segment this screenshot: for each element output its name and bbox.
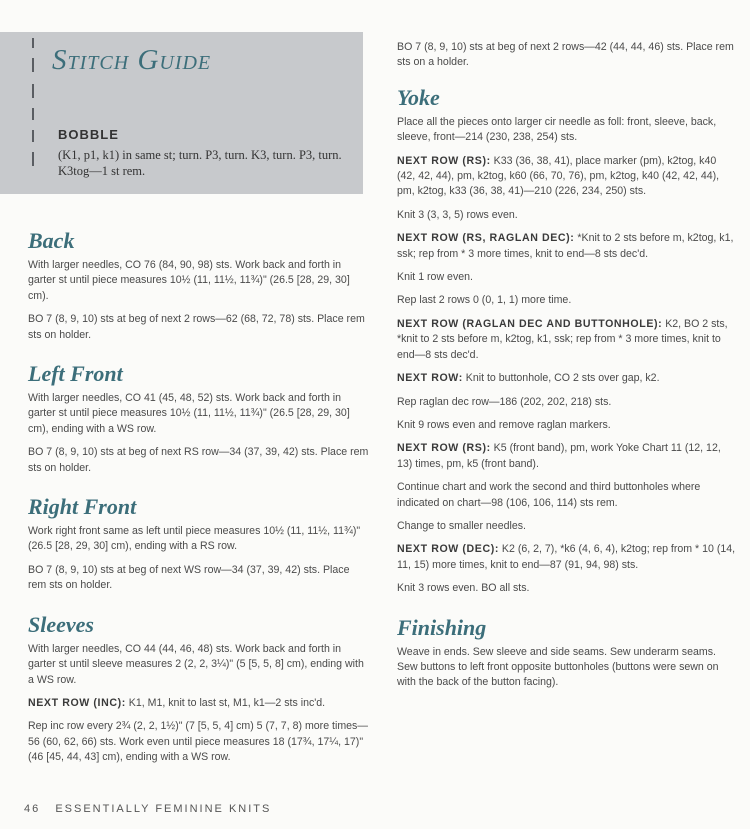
book-title: ESSENTIALLY FEMININE KNITS	[55, 803, 272, 815]
yoke-p8-label: NEXT ROW:	[397, 372, 463, 385]
sleeves-next-row-label: NEXT ROW (INC):	[28, 696, 126, 709]
back-paragraph-2: BO 7 (8, 9, 10) sts at beg of next 2 rows—62 (68, 72, 78) sts. Place rem sts on holder.	[28, 313, 365, 341]
sleeves-paragraph-3: Rep inc row every 2¾ (2, 2, 1½)" (7 [5, 5, 4] cm) 5 (7, 7, 8) more times—56 (60, 62, 66) sts. Work even until piece measures 18 (17¾, 17¼, 17)" (46 [45, 44, 43] cm), ending with a WS row.	[28, 720, 368, 764]
left-front-paragraph-1: With larger needles, CO 41 (45, 48, 52) sts. Work back and forth in garter st until piece measures 10½ (11, 11½, 11¾)" (26.5 [28, 29, 30] cm), ending with a WS row.	[28, 392, 350, 435]
yoke-paragraph-9: Rep raglan dec row—186 (202, 202, 218) sts.	[397, 395, 612, 408]
bobble-heading: BOBBLE	[58, 127, 119, 142]
guide-bar-5	[32, 130, 34, 142]
yoke-p14-label: NEXT ROW (DEC):	[397, 543, 499, 556]
yoke-paragraph-10: Knit 9 rows even and remove raglan markers.	[397, 418, 611, 431]
back-paragraph-1: With larger needles, CO 76 (84, 90, 98) sts. Work back and forth in garter st until piece measures 10½ (11, 11½, 11¾)" (26.5 [28, 29, 30] cm).	[28, 259, 350, 302]
right-front-heading: Right Front	[28, 494, 137, 520]
yoke-p7-text: K2, BO 2 sts, *knit to 2 sts before m, k2tog, k1, ssk; rep from * 3 more times, knit to end—8 sts dec'd.	[397, 317, 728, 361]
left-front-heading: Left Front	[28, 361, 123, 387]
yoke-paragraph-11	[397, 441, 737, 472]
left-front-paragraph-2: BO 7 (8, 9, 10) sts at beg of next RS row—34 (37, 39, 42) sts. Place rem sts on holder.	[28, 446, 369, 474]
guide-bar-6	[32, 152, 34, 166]
right-front-paragraph-1: Work right front same as left until piece measures 10½ (11, 11½, 11¾)" (26.5 [28, 29, 30] cm), ending with a RS row.	[28, 525, 361, 553]
guide-bar-1	[32, 38, 34, 48]
sleeves-paragraph-2	[28, 696, 370, 711]
yoke-paragraph-15: Knit 3 rows even. BO all sts.	[397, 582, 530, 595]
yoke-p4-text: *Knit to 2 sts before m, k2tog, k1, ssk; rep from * 3 more times, knit to end—8 sts dec'd.	[397, 232, 734, 260]
yoke-heading: Yoke	[397, 84, 440, 110]
yoke-p8-text: Knit to buttonhole, CO 2 sts over gap, k2.	[462, 372, 660, 385]
yoke-paragraph-7	[397, 317, 737, 363]
yoke-p14-text: K2 (6, 2, 7), *k6 (4, 6, 4), k2tog; rep from * 10 (14, 11, 15) more times, knit to end—87 (91, 94, 98) sts.	[397, 543, 736, 571]
sleeves-next-row-text: K1, M1, knit to last st, M1, k1—2 sts inc'd.	[125, 696, 326, 709]
back-heading: Back	[28, 228, 75, 253]
finishing-paragraph-1: Weave in ends. Sew sleeve and side seams. Sew underarm seams. Sew buttons to left front opposite buttonholes (buttons were sewn on with the back of the button facing).	[397, 645, 719, 689]
yoke-paragraph-2	[397, 154, 737, 200]
right-column	[397, 40, 737, 699]
yoke-p7-label: NEXT ROW (RAGLAN DEC AND BUTTONHOLE):	[397, 317, 663, 330]
page-number: 46	[24, 803, 41, 815]
finishing-heading: Finishing	[397, 614, 487, 640]
sleeves-paragraph-1: With larger needles, CO 44 (44, 46, 48) sts. Work back and forth in garter st until sleeve measures 2 (2, 2, 3¼)" (5 [5, 5, 8] cm), ending with a WS row.	[28, 642, 364, 686]
yoke-p2-text: K33 (36, 38, 41), place marker (pm), k2tog, k40 (42, 42, 44), pm, k2tog, k60 (66, 70, 76), pm, k2tog, k40 (42, 42, 44), pm, k2tog, k33 (36, 38, 41)—210 (226, 234, 250) sts.	[397, 154, 720, 198]
bobble-text: (K1, p1, k1) in same st; turn. P3, turn. K3, turn. P3, turn. K3tog—1 st rem.	[58, 148, 342, 178]
guide-bar-4	[32, 108, 34, 120]
stitch-guide-title: Stitch Guide	[52, 44, 212, 76]
yoke-p11-label: NEXT ROW (RS):	[397, 442, 491, 455]
guide-bar-2	[32, 58, 34, 72]
yoke-paragraph-4	[397, 231, 737, 262]
yoke-paragraph-8	[397, 371, 737, 386]
yoke-p4-label: NEXT ROW (RS, RAGLAN DEC):	[397, 232, 575, 245]
yoke-p11-text: K5 (front band), pm, work Yoke Chart 11 (12, 12, 13) times, pm, k5 (front band).	[397, 442, 721, 470]
page-footer	[24, 803, 271, 815]
yoke-paragraph-3: Knit 3 (3, 3, 5) rows even.	[397, 208, 518, 221]
sleeves-bind-off-paragraph: BO 7 (8, 9, 10) sts at beg of next 2 rows—42 (44, 44, 46) sts. Place rem sts on a holder.	[397, 41, 734, 69]
yoke-paragraph-5: Knit 1 row even.	[397, 271, 473, 284]
left-column	[28, 228, 370, 774]
guide-bar-3	[32, 84, 34, 98]
yoke-p2-label: NEXT ROW (RS):	[397, 154, 491, 167]
yoke-paragraph-13: Change to smaller needles.	[397, 519, 526, 532]
sleeves-heading: Sleeves	[28, 611, 94, 637]
right-front-paragraph-2: BO 7 (8, 9, 10) sts at beg of next WS row—34 (37, 39, 42) sts. Place rem sts on holder.	[28, 563, 350, 592]
yoke-paragraph-14	[397, 542, 737, 573]
yoke-paragraph-12: Continue chart and work the second and third buttonholes where indicated on chart—98 (106, 106, 114) sts rem.	[397, 481, 701, 509]
yoke-paragraph-6: Rep last 2 rows 0 (0, 1, 1) more time.	[397, 294, 572, 307]
yoke-paragraph-1: Place all the pieces onto larger cir needle as foll: front, sleeve, back, sleeve, front—214 (230, 238, 254) sts.	[397, 115, 717, 144]
